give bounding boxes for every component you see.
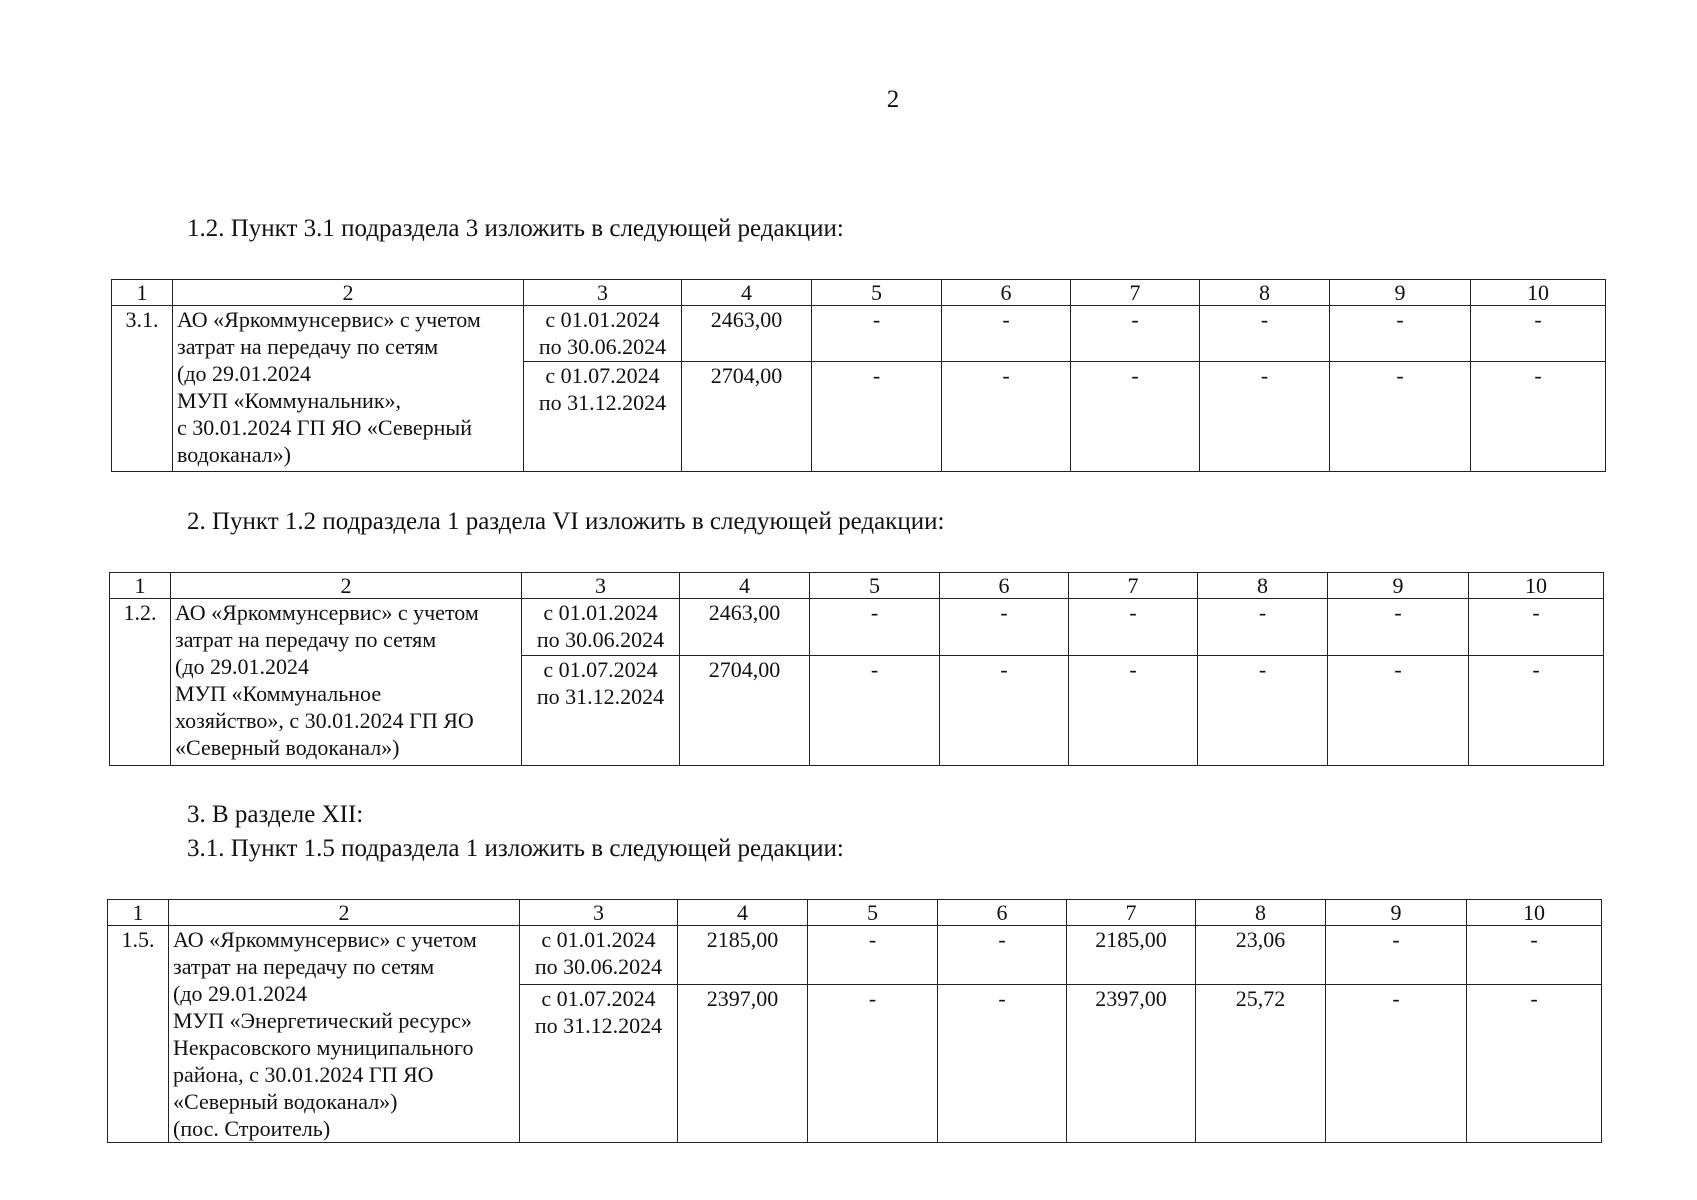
empty-value-cell: - — [810, 656, 940, 766]
empty-value-cell: - — [1200, 362, 1330, 472]
table-header-row — [108, 900, 1602, 926]
tariff-value-cell: 25,72 — [1196, 984, 1326, 1142]
column-number-cell: 3 — [524, 280, 682, 306]
tariff-value-cell: 2397,00 — [678, 984, 808, 1142]
period-line: с 01.01.2024 — [543, 600, 658, 625]
table-row — [112, 306, 1606, 362]
empty-value-cell: - — [810, 599, 940, 656]
organization-name-line: «Северный водоканал») — [175, 735, 400, 760]
tariff-value-cell: 2463,00 — [680, 599, 810, 656]
period-line: по 31.12.2024 — [538, 390, 667, 415]
column-number-cell: 4 — [678, 900, 808, 926]
column-number-cell: 10 — [1467, 900, 1602, 926]
section-heading: 1.2. Пункт 3.1 подраздела 3 изложить в следующей редакции: — [187, 215, 844, 242]
column-number-cell: 7 — [1067, 900, 1196, 926]
empty-value-cell: - — [808, 926, 938, 985]
tariff-value-cell: 2397,00 — [1067, 984, 1196, 1142]
column-number-cell: 7 — [1071, 280, 1200, 306]
column-number-cell: 1 — [110, 573, 171, 599]
column-number-cell: 1 — [108, 900, 169, 926]
organization-name-line: затрат на передачу по сетям — [177, 334, 439, 359]
tariff-value-cell: 2185,00 — [1067, 926, 1196, 985]
organization-name-line: затрат на передачу по сетям — [175, 627, 437, 652]
column-number-cell: 3 — [520, 900, 678, 926]
empty-value-cell: - — [940, 599, 1069, 656]
period-cell — [524, 306, 682, 362]
empty-value-cell: - — [812, 362, 942, 472]
tariff-value-cell: 23,06 — [1196, 926, 1326, 985]
column-number-cell: 2 — [173, 280, 524, 306]
column-number-cell: 9 — [1328, 573, 1469, 599]
organization-name-line: Некрасовского муниципального — [173, 1035, 474, 1060]
column-number-cell: 8 — [1196, 900, 1326, 926]
period-line: с 01.07.2024 — [541, 985, 656, 1011]
section-heading: 3.1. Пункт 1.5 подраздела 1 изложить в следующей редакции: — [187, 835, 844, 862]
organization-name-line: (пос. Строитель) — [173, 1116, 331, 1141]
empty-value-cell: - — [1200, 306, 1330, 362]
empty-value-cell: - — [1069, 656, 1198, 766]
table-row — [108, 926, 1602, 985]
organization-name-line: МУП «Коммунальное — [175, 681, 382, 706]
tariff-value-cell: 2704,00 — [680, 656, 810, 766]
period-cell — [520, 926, 678, 985]
column-number-cell: 4 — [680, 573, 810, 599]
period-cell — [524, 362, 682, 472]
empty-value-cell: - — [1071, 362, 1200, 472]
item-number-cell: 1.2. — [110, 599, 171, 766]
column-number-cell: 2 — [169, 900, 520, 926]
period-cell — [522, 599, 680, 656]
column-number-cell: 5 — [808, 900, 938, 926]
empty-value-cell: - — [812, 306, 942, 362]
empty-value-cell: - — [1326, 926, 1467, 985]
period-line: с 01.01.2024 — [545, 307, 660, 332]
empty-value-cell: - — [938, 926, 1067, 985]
tariff-value-cell: 2185,00 — [678, 926, 808, 985]
column-number-cell: 8 — [1198, 573, 1328, 599]
item-number-cell: 3.1. — [112, 306, 173, 472]
empty-value-cell: - — [942, 306, 1071, 362]
empty-value-cell: - — [1467, 926, 1602, 985]
column-number-cell: 6 — [938, 900, 1067, 926]
period-line: по 31.12.2024 — [534, 1012, 663, 1038]
empty-value-cell: - — [1328, 599, 1469, 656]
table-row — [110, 599, 1604, 656]
empty-value-cell: - — [938, 984, 1067, 1142]
organization-name-line: МУП «Коммунальник», — [177, 388, 402, 413]
period-cell — [522, 656, 680, 766]
section-heading: 3. В разделе XII: — [187, 801, 364, 828]
column-number-cell: 6 — [940, 573, 1069, 599]
column-number-cell: 2 — [171, 573, 522, 599]
column-number-cell: 10 — [1469, 573, 1604, 599]
column-number-cell: 9 — [1326, 900, 1467, 926]
empty-value-cell: - — [1469, 656, 1604, 766]
column-number-cell: 5 — [810, 573, 940, 599]
period-line: по 30.06.2024 — [534, 954, 663, 979]
organization-name-line: АО «Яркоммунсервис» с учетом — [173, 927, 477, 952]
period-line: с 01.07.2024 — [543, 657, 658, 682]
item-number-cell: 1.5. — [108, 926, 169, 1143]
organization-name-line: водоканал») — [177, 442, 291, 467]
organization-name-line: района, с 30.01.2024 ГП ЯО — [173, 1062, 434, 1087]
empty-value-cell: - — [1069, 599, 1198, 656]
tariff-table — [107, 899, 1602, 1143]
empty-value-cell: - — [940, 656, 1069, 766]
period-line: по 30.06.2024 — [538, 334, 667, 359]
column-number-cell: 6 — [942, 280, 1071, 306]
empty-value-cell: - — [1471, 362, 1606, 472]
table-header-row — [112, 280, 1606, 306]
empty-value-cell: - — [1330, 362, 1471, 472]
period-cell — [520, 984, 678, 1142]
column-number-cell: 5 — [812, 280, 942, 306]
tariff-value-cell: 2463,00 — [682, 306, 812, 362]
organization-name-line: «Северный водоканал») — [173, 1089, 398, 1114]
column-number-cell: 3 — [522, 573, 680, 599]
empty-value-cell: - — [1198, 599, 1328, 656]
period-line: по 31.12.2024 — [536, 684, 665, 709]
empty-value-cell: - — [808, 984, 938, 1142]
column-number-cell: 10 — [1471, 280, 1606, 306]
section-heading: 2. Пункт 1.2 подраздела 1 раздела VI изложить в следующей редакции: — [187, 508, 945, 535]
empty-value-cell: - — [1198, 656, 1328, 766]
empty-value-cell: - — [942, 362, 1071, 472]
empty-value-cell: - — [1071, 306, 1200, 362]
period-line: с 01.01.2024 — [541, 927, 656, 952]
tariff-table — [109, 572, 1604, 766]
organization-name-line: (до 29.01.2024 — [177, 361, 312, 386]
empty-value-cell: - — [1326, 984, 1467, 1142]
table-header-row — [110, 573, 1604, 599]
column-number-cell: 4 — [682, 280, 812, 306]
organization-name-line: (до 29.01.2024 — [173, 981, 308, 1006]
organization-name-cell — [169, 926, 520, 1143]
organization-name-line: АО «Яркоммунсервис» с учетом — [177, 307, 481, 332]
organization-name-cell — [173, 306, 524, 472]
empty-value-cell: - — [1330, 306, 1471, 362]
organization-name-line: МУП «Энергетический ресурс» — [173, 1008, 472, 1033]
tariff-table — [111, 279, 1606, 472]
page-number: 2 — [886, 86, 900, 113]
organization-name-line: с 30.01.2024 ГП ЯО «Северный — [177, 415, 472, 440]
organization-name-line: хозяйство», с 30.01.2024 ГП ЯО — [175, 708, 474, 733]
period-line: по 30.06.2024 — [536, 627, 665, 652]
column-number-cell: 8 — [1200, 280, 1330, 306]
column-number-cell: 7 — [1069, 573, 1198, 599]
organization-name-line: (до 29.01.2024 — [175, 654, 310, 679]
organization-name-line: затрат на передачу по сетям — [173, 954, 435, 979]
period-line: с 01.07.2024 — [545, 363, 660, 388]
empty-value-cell: - — [1467, 984, 1602, 1142]
column-number-cell: 9 — [1330, 280, 1471, 306]
empty-value-cell: - — [1469, 599, 1604, 656]
tariff-value-cell: 2704,00 — [682, 362, 812, 472]
column-number-cell: 1 — [112, 280, 173, 306]
empty-value-cell: - — [1328, 656, 1469, 766]
empty-value-cell: - — [1471, 306, 1606, 362]
organization-name-line: АО «Яркоммунсервис» с учетом — [175, 600, 479, 625]
organization-name-cell — [171, 599, 522, 766]
